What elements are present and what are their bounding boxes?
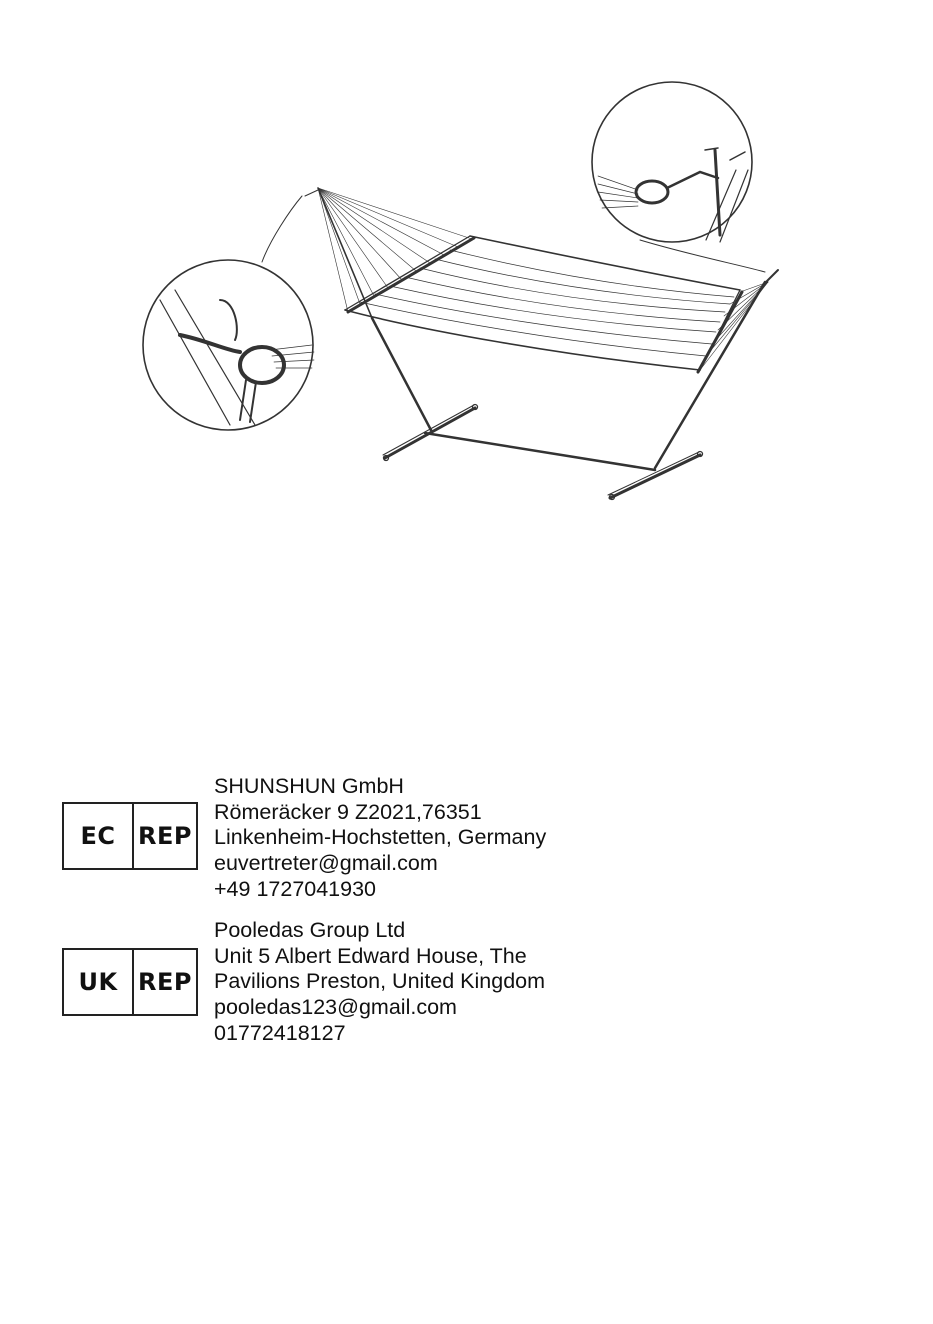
rep-badge-label: REP bbox=[138, 822, 192, 850]
address-line: Linkenheim-Hochstetten, Germany bbox=[214, 825, 547, 850]
phone-number: 01772418127 bbox=[214, 1020, 346, 1045]
left-hook-detail bbox=[143, 190, 318, 430]
ec-rep-badge bbox=[62, 802, 198, 870]
uk-badge-label: UK bbox=[64, 950, 134, 1014]
company-name: SHUNSHUN GmbH bbox=[214, 774, 404, 798]
address-line: Römeräcker 9 Z2021,76351 bbox=[214, 799, 482, 824]
address-line: Pavilions Preston, United Kingdom bbox=[214, 969, 546, 994]
uk-rep-badge bbox=[62, 948, 198, 1016]
company-name: Pooledas Group Ltd bbox=[214, 918, 406, 942]
ec-rep-address bbox=[214, 774, 546, 902]
ec-badge-label: EC bbox=[64, 804, 134, 868]
uk-rep-address bbox=[214, 918, 545, 1046]
hammock-illustration bbox=[0, 0, 933, 520]
phone-number: +49 1727041930 bbox=[214, 876, 377, 901]
right-chain-detail bbox=[592, 82, 765, 272]
address-line: Unit 5 Albert Edward House, The bbox=[214, 943, 527, 968]
email-address: pooledas123@gmail.com bbox=[214, 995, 457, 1020]
rep-badge-label: REP bbox=[138, 968, 192, 996]
email-address: euvertreter@gmail.com bbox=[214, 851, 438, 876]
